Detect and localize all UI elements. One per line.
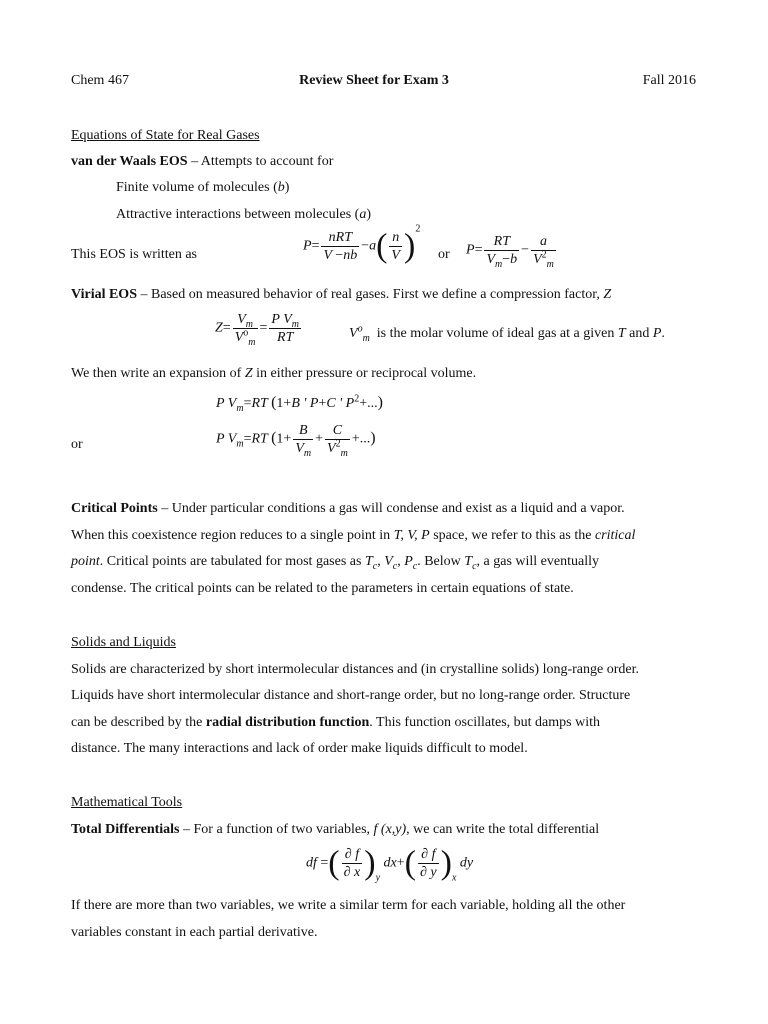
vdw-bullet-attraction bbox=[116, 206, 371, 224]
critical-text-2b: space, we refer to this as the bbox=[429, 528, 595, 543]
virial-line bbox=[71, 286, 611, 304]
document-title: Review Sheet for Exam 3 bbox=[299, 73, 449, 88]
expansion-pre: We then write an expansion of bbox=[71, 366, 245, 381]
compression-factor-equation: Z= $\frac{V_m}{V^o_m}$ = $\frac{P V_m}{RT}$ bbox=[215, 312, 299, 348]
solids-line-1: Solids are characterized by short intermolecular distances and (in crystalline solids) long-range order. bbox=[71, 662, 639, 677]
or-label-2: or bbox=[71, 437, 83, 452]
solids-text-3b: . This function oscillates, but damps with bbox=[369, 715, 600, 730]
vdw-text: – Attempts to account for bbox=[187, 154, 334, 169]
vdw-term: van der Waals EOS bbox=[71, 154, 188, 169]
critical-line-1 bbox=[71, 500, 625, 518]
written-as-label: This EOS is written as bbox=[71, 247, 197, 262]
rdf-term: radial distribution function bbox=[205, 715, 370, 730]
solids-heading: Solids and Liquids bbox=[71, 635, 177, 650]
critical-line-2 bbox=[71, 527, 635, 545]
vdw-equation-molar: P= $\frac{\text{nRT}}{V -nb}$ −a( $\frac{n}{V}$ )$^2$ bbox=[303, 223, 421, 265]
bullet1-text: Finite volume of molecules ( bbox=[116, 180, 278, 195]
virial-text: – Based on measured behavior of real gases. First we define a compression factor, bbox=[137, 287, 604, 302]
solids-line-2: Liquids have short intermolecular distance and short-range order, but no long-range order. Structure bbox=[71, 688, 631, 703]
pc-symbol: P bbox=[404, 554, 413, 569]
function-label: f (x,y) bbox=[373, 822, 407, 837]
ideal-note-end: . bbox=[661, 326, 665, 341]
critical-below: . Below bbox=[417, 554, 465, 569]
vdw-line bbox=[71, 153, 333, 171]
course-label: Chem 467 bbox=[71, 73, 129, 88]
vc-symbol: V bbox=[384, 554, 393, 569]
critical-text-3-end: , a gas will eventually bbox=[476, 554, 599, 569]
total-differential-line bbox=[71, 821, 599, 839]
virial-volume-equation: P $V_m=RT$ (1+ $\frac{B}{V_m}$ + $\frac{C}{V^2_m}$ +...) bbox=[216, 423, 376, 459]
bullet2-var: a bbox=[359, 207, 367, 222]
critical-text-3: . Critical points are tabulated for most gases as bbox=[99, 554, 365, 569]
solids-text-3a: can be described by the bbox=[71, 715, 206, 730]
expansion-line bbox=[71, 365, 476, 383]
expansion-var: Z bbox=[244, 366, 253, 381]
ideal-note-t: T bbox=[617, 326, 626, 341]
tc-symbol: T bbox=[364, 554, 373, 569]
point-italic: point bbox=[71, 554, 100, 569]
eos-heading: Equations of State for Real Gases bbox=[71, 128, 260, 143]
critical-text-2a: When this coexistence region reduces to a single point in bbox=[71, 528, 394, 543]
vdw-bullet-volume bbox=[116, 179, 289, 197]
ideal-note-and: and bbox=[625, 326, 653, 341]
math-line-2: If there are more than two variables, we write a similar term for each variable, holding all the other bbox=[71, 898, 626, 913]
critical-italic: critical bbox=[594, 528, 636, 543]
math-text-post: , we can write the total differential bbox=[406, 822, 600, 837]
expansion-post: in either pressure or reciprocal volume. bbox=[252, 366, 477, 381]
or-label: or bbox=[438, 247, 450, 262]
total-differentials-term: Total Differentials bbox=[71, 822, 180, 837]
ideal-note-p: P bbox=[652, 326, 662, 341]
ideal-note-pre: is the molar volume of ideal gas at a given bbox=[376, 326, 618, 341]
critical-term: Critical Points bbox=[71, 501, 158, 516]
virial-var: Z bbox=[603, 287, 612, 302]
tc-symbol-2: T bbox=[464, 554, 473, 569]
bullet2-end: ) bbox=[366, 207, 372, 222]
critical-line-4: condense. The critical points can be related to the parameters in certain equations of state. bbox=[71, 581, 574, 596]
math-text-pre: – For a function of two variables, bbox=[179, 822, 374, 837]
critical-vars: T, V, P bbox=[393, 528, 430, 543]
virial-pressure-equation: P $V_m=RT$ (1+B ' P+C ' $P^2+$...) bbox=[216, 393, 383, 414]
critical-text-1: – Under particular conditions a gas will condense and exist as a liquid and a vapor. bbox=[157, 501, 625, 516]
bullet1-end: ) bbox=[284, 180, 290, 195]
solids-line-3 bbox=[71, 714, 600, 732]
bullet2-text: Attractive interactions between molecules ( bbox=[116, 207, 360, 222]
critical-line-3: point. Critical points are tabulated for most gases as $T_c$, $V_c$, $P_c$. Below $T_c$, a gas will eventually bbox=[71, 554, 599, 572]
math-heading: Mathematical Tools bbox=[71, 795, 183, 810]
bullet1-var: b bbox=[277, 180, 285, 195]
ideal-volume-note: $V^o_m$ is the molar volume of ideal gas at a given T and P. bbox=[349, 323, 665, 344]
term-label: Fall 2016 bbox=[642, 73, 696, 88]
math-line-3: variables constant in each partial derivative. bbox=[71, 925, 318, 940]
vdw-equation-vm: P= $\frac{RT}{V_m-b}$ − $\frac{a}{V^2_m}$ bbox=[466, 234, 554, 270]
solids-line-4: distance. The many interactions and lack of order make liquids difficult to model. bbox=[71, 741, 528, 756]
total-differential-equation: df =( $\frac{\partial f}{\partial x}$ )$_y$ dx+( $\frac{\partial f}{\partial y}$ )$_x$ dy bbox=[306, 844, 474, 884]
virial-term: Virial EOS bbox=[71, 287, 137, 302]
